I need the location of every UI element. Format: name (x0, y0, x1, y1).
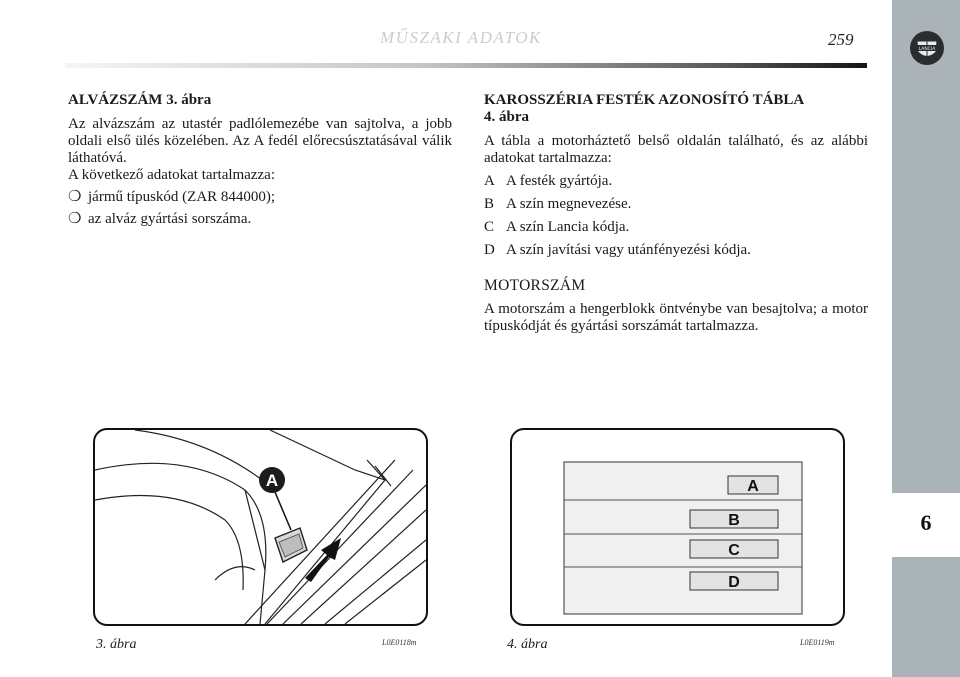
plate-label-A: A (747, 478, 759, 495)
bullet-text: jármű típuskód (ZAR 844000); (88, 189, 276, 205)
plate-label-D: D (728, 574, 740, 591)
bullet-item (68, 189, 452, 206)
list-item-letter: A (484, 173, 495, 189)
list-item-text: A festék gyártója. (506, 173, 613, 189)
list-item-text: A szín Lancia kódja. (506, 219, 630, 235)
plate-field-D (690, 572, 778, 591)
chapter-tab-number: 6 (920, 510, 932, 535)
bullet-text: az alváz gyártási sorszáma. (88, 211, 252, 227)
plate-field-C (690, 540, 778, 559)
list-item (484, 242, 868, 259)
figure-4-caption: 4. ábra (507, 637, 548, 652)
lancia-logo-icon (909, 30, 945, 66)
paint-plate-illustration (512, 430, 843, 624)
plate-field-B (690, 510, 778, 529)
figure-3-code: L0E0118m (382, 638, 417, 647)
callout-leader-line (275, 492, 291, 530)
bullet-circle-icon: ❍ (68, 189, 82, 205)
figure-3-chassis-illustration (93, 428, 428, 626)
plate-label-B: B (728, 512, 740, 529)
chassis-paragraph-1: Az alvázszám az utastér padlólemezébe van sajtolva, a jobb oldali első ülés közelében. Az A fedél előrecsúsztatásával válik láthatóvá. (68, 116, 452, 166)
plate-label-C: C (728, 542, 740, 559)
section-heading-paint-plate-figure: 4. ábra (484, 109, 529, 125)
running-header-title: MŰSZAKI ADATOK (380, 28, 542, 47)
engine-number-paragraph: A motorszám a hengerblokk öntvénybe van besajtolva; a motor típuskódját és gyártási sorszámát tartalmazza. (484, 301, 868, 334)
chassis-paragraph-2: A következő adatokat tartalmazza: (68, 167, 275, 183)
plate-field-A (728, 476, 778, 495)
bullet-circle-icon: ❍ (68, 211, 82, 227)
section-heading-engine-number: MOTORSZÁM (484, 277, 586, 294)
section-heading-chassis-number: ALVÁZSZÁM 3. ábra (68, 92, 212, 108)
left-column (68, 92, 452, 228)
list-item-letter: C (484, 219, 495, 235)
figure-4-paint-plate (510, 428, 845, 626)
chapter-sidebar (892, 0, 960, 677)
callout-letter-A: A (265, 471, 279, 490)
paint-plate-intro: A tábla a motorháztető belső oldalán található, és az alábbi adatokat tartalmazza: (484, 133, 868, 166)
list-item-letter: D (484, 242, 495, 258)
figure-4-code: L0E0119m (800, 638, 835, 647)
list-item-text: A szín javítási vagy utánfényezési kódja. (506, 242, 751, 258)
list-item (484, 219, 868, 236)
logo-text: LANCIA (918, 47, 936, 52)
list-item (484, 173, 868, 190)
right-column (484, 92, 868, 335)
list-item-text: A szín megnevezése. (506, 196, 632, 212)
list-item (484, 196, 868, 213)
list-item-letter: B (484, 196, 495, 212)
seat-floor-illustration (95, 430, 426, 624)
figure-3-caption: 3. ábra (96, 637, 137, 652)
arrow-up-right-icon (305, 538, 341, 582)
section-heading-paint-plate: KAROSSZÉRIA FESTÉK AZONOSÍTÓ TÁBLA (484, 92, 805, 108)
cover-flap-A (275, 528, 307, 562)
bullet-item (68, 211, 452, 228)
header-rule (65, 63, 867, 68)
page-number: 259 (828, 30, 854, 49)
